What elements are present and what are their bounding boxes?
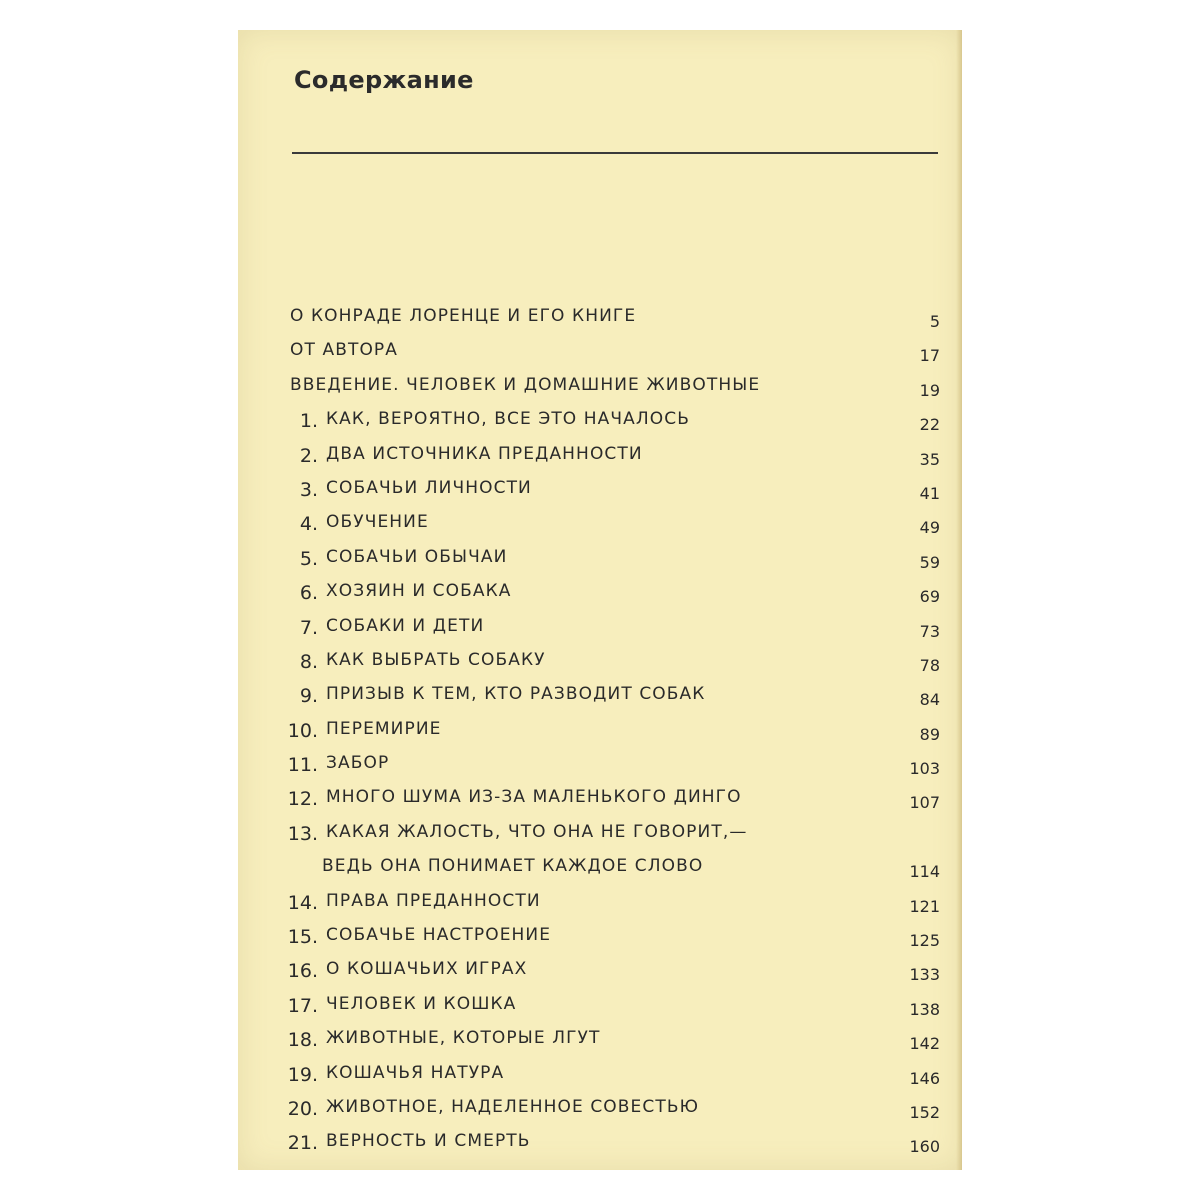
- chapter-number: 13.: [287, 822, 318, 845]
- chapter-number: 12.: [287, 788, 318, 811]
- chapter-title: ПРАВА ПРЕДАННОСТИ: [326, 890, 541, 911]
- chapter-title: СОБАЧЬИ ЛИЧНОСТИ: [326, 477, 532, 498]
- title-divider: [292, 152, 938, 154]
- chapter-number: 21.: [287, 1132, 318, 1155]
- chapter-number: 2.: [299, 444, 318, 467]
- page-number: 49: [919, 518, 940, 538]
- chapter-title: ХОЗЯИН И СОБАКА: [326, 581, 512, 602]
- chapter-title: КАК ВЫБРАТЬ СОБАКУ: [326, 649, 546, 670]
- chapter-number: 14.: [287, 891, 318, 914]
- chapter-number: 18.: [287, 1029, 318, 1052]
- chapter-number: 6.: [299, 582, 318, 605]
- toc-entry: [238, 403, 962, 437]
- chapter-title: ОБУЧЕНИЕ: [326, 512, 429, 533]
- chapter-title: ДВА ИСТОЧНИКА ПРЕДАННОСТИ: [326, 443, 643, 464]
- page-number: 78: [919, 655, 940, 675]
- chapter-title: КОШАЧЬЯ НАТУРА: [326, 1062, 505, 1083]
- page-number: 89: [919, 724, 940, 744]
- chapter-number: 4.: [299, 513, 318, 536]
- chapter-number: 16.: [287, 960, 318, 983]
- chapter-number: 9.: [299, 685, 318, 708]
- page-number: 73: [919, 621, 940, 641]
- toc-entry: [238, 678, 962, 712]
- chapter-title: О КОНРАДЕ ЛОРЕНЦЕ И ЕГО КНИГЕ: [290, 306, 637, 326]
- page-number: 17: [919, 346, 940, 366]
- chapter-title: ЖИВОТНЫЕ, КОТОРЫЕ ЛГУТ: [326, 1028, 601, 1049]
- chapter-title: КАКАЯ ЖАЛОСТЬ, ЧТО ОНА НЕ ГОВОРИТ,—: [326, 821, 748, 842]
- chapter-title: МНОГО ШУМА ИЗ-ЗА МАЛЕНЬКОГО ДИНГО: [326, 787, 742, 808]
- page-number: 146: [909, 1068, 940, 1088]
- page-number: 125: [909, 931, 940, 951]
- toc-entry: [238, 747, 962, 781]
- chapter-title: ВЕРНОСТЬ И СМЕРТЬ: [326, 1131, 531, 1152]
- toc-entry: [238, 438, 962, 472]
- chapter-title: ВВЕДЕНИЕ. ЧЕЛОВЕК И ДОМАШНИЕ ЖИВОТНЫЕ: [290, 374, 761, 395]
- page-number: 133: [909, 965, 940, 985]
- chapter-number: 3.: [299, 478, 318, 501]
- chapter-number: 10.: [287, 719, 318, 742]
- chapter-number: 7.: [299, 616, 318, 639]
- toc-entry: [238, 885, 962, 919]
- chapter-number: 19.: [287, 1063, 318, 1086]
- page-number: 107: [909, 793, 940, 813]
- toc-entry: [238, 334, 962, 368]
- toc-entry: [238, 919, 962, 953]
- toc-entry: [238, 713, 962, 747]
- page-number: 35: [919, 449, 940, 469]
- page-number: 84: [919, 690, 940, 710]
- chapter-title: СОБАЧЬЕ НАСТРОЕНИЕ: [326, 925, 552, 946]
- toc-entry: [238, 300, 962, 334]
- toc-entry: [238, 953, 962, 987]
- page-number: 59: [919, 552, 940, 572]
- chapter-title: ОТ АВТОРА: [290, 340, 399, 361]
- page-number: 152: [909, 1103, 940, 1122]
- chapter-title: ЗАБОР: [326, 753, 390, 774]
- chapter-number: 15.: [287, 926, 318, 949]
- chapter-number: 1.: [299, 410, 318, 433]
- page-number: 160: [909, 1137, 940, 1157]
- toc-entry: [238, 369, 962, 403]
- toc-entry: [238, 575, 962, 609]
- toc-entry: [238, 610, 962, 644]
- chapter-number: 5.: [299, 547, 318, 570]
- toc-entry: [238, 1057, 962, 1091]
- chapter-title: ПЕРЕМИРИЕ: [326, 718, 442, 739]
- toc-entry: [238, 472, 962, 506]
- page-number: 121: [909, 896, 940, 916]
- chapter-title: КАК, ВЕРОЯТНО, ВСЕ ЭТО НАЧАЛОСЬ: [326, 409, 690, 430]
- chapter-number: 8.: [299, 650, 318, 673]
- page-number: 69: [919, 587, 940, 607]
- toc-entry: [238, 644, 962, 678]
- toc-entry: [238, 988, 962, 1022]
- page-number: 22: [919, 415, 940, 435]
- page-number: 41: [919, 483, 940, 503]
- toc-entry: [238, 1125, 962, 1159]
- page-title: Содержание: [294, 66, 474, 94]
- toc-entry: [238, 781, 962, 815]
- table-of-contents: [238, 300, 962, 1160]
- page-number: 103: [909, 759, 940, 779]
- toc-entry: [238, 506, 962, 540]
- page-number: 114: [909, 861, 940, 881]
- toc-entry: [238, 541, 962, 575]
- chapter-number: 11.: [287, 754, 318, 777]
- toc-entry: [238, 1091, 962, 1125]
- book-page: [238, 30, 962, 1170]
- chapter-title: СОБАЧЬИ ОБЫЧАИ: [326, 546, 508, 567]
- chapter-title: О КОШАЧЬИХ ИГРАХ: [326, 959, 528, 980]
- page-number: 142: [909, 1034, 940, 1054]
- page-number: 5: [929, 312, 940, 331]
- chapter-title-continuation: ВЕДЬ ОНА ПОНИМАЕТ КАЖДОЕ СЛОВО: [322, 855, 704, 876]
- chapter-title: СОБАКИ И ДЕТИ: [326, 615, 485, 636]
- chapter-number: 17.: [287, 994, 318, 1017]
- toc-entry: [238, 816, 962, 885]
- page-number: 138: [909, 999, 940, 1019]
- toc-entry: [238, 1022, 962, 1056]
- chapter-title: ПРИЗЫВ К ТЕМ, КТО РАЗВОДИТ СОБАК: [326, 684, 706, 705]
- chapter-number: 20.: [287, 1098, 318, 1120]
- chapter-title: ЖИВОТНОЕ, НАДЕЛЕННОЕ СОВЕСТЬЮ: [326, 1097, 700, 1117]
- page-number: 19: [919, 380, 940, 400]
- chapter-title: ЧЕЛОВЕК И КОШКА: [326, 993, 517, 1014]
